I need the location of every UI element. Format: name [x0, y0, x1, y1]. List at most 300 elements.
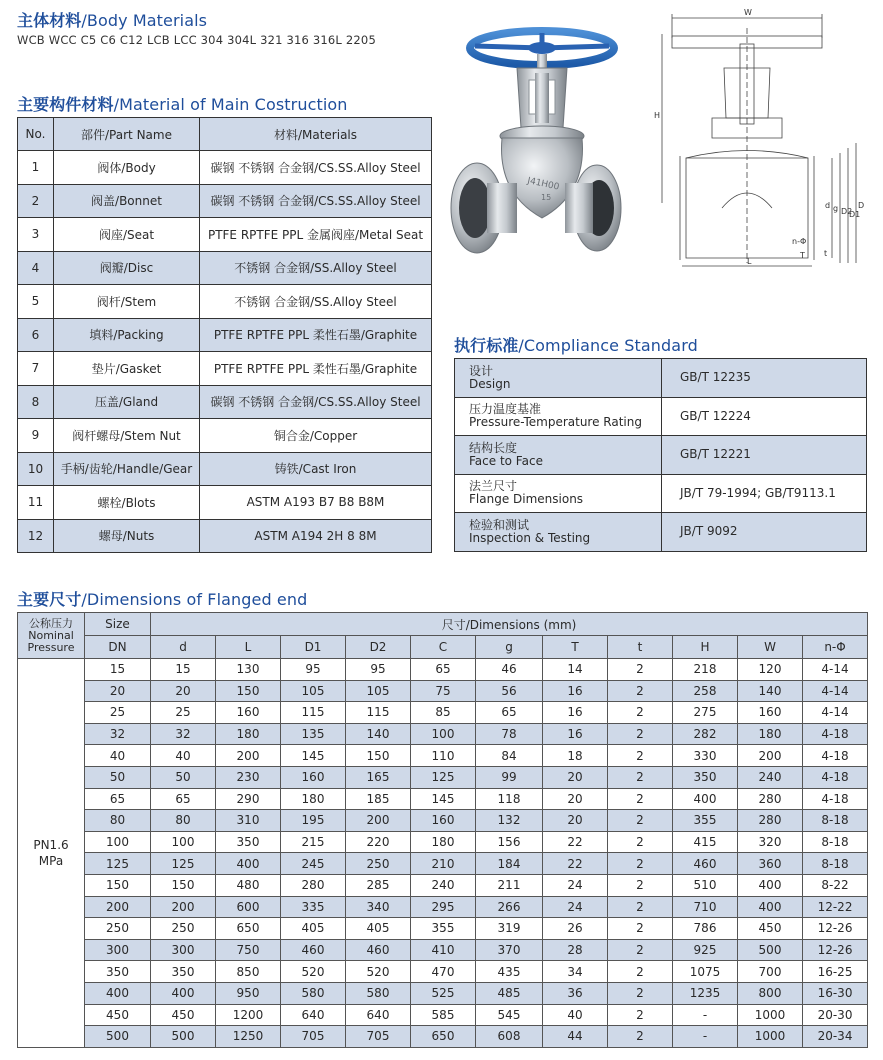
dim-cell-h: -: [673, 1026, 738, 1048]
dim-cell-t-lower: 2: [608, 853, 673, 875]
material-grades: WCB WCC C5 C6 C12 LCB LCC 304 304L 321 316 316L 2205: [17, 33, 376, 47]
table-row: [455, 513, 867, 552]
dim-cell-d1: 180: [281, 788, 346, 810]
dim-cell-d1: 520: [281, 961, 346, 983]
dim-cell-t-upper: 40: [543, 1004, 608, 1026]
part-name: 手柄/齿轮/Handle/Gear: [54, 452, 200, 486]
table-row: [18, 766, 868, 788]
dim-cell-t-upper: 24: [543, 874, 608, 896]
dim-cell-g: 156: [476, 831, 543, 853]
main-construction-title: [17, 92, 348, 115]
dim-cell-d2: 285: [346, 874, 411, 896]
dim-cell-h: 275: [673, 702, 738, 724]
part-name: 阀杆/Stem: [54, 285, 200, 319]
dim-cell-h: 258: [673, 680, 738, 702]
dim-cell-n-phi: 4-14: [803, 702, 868, 724]
dim-label-h: H: [654, 111, 661, 120]
table-row: [18, 939, 868, 961]
dim-cell-g: 370: [476, 939, 543, 961]
standard-label: [455, 474, 662, 513]
dim-cell-c: 65: [411, 659, 476, 681]
dim-cell-g: 65: [476, 702, 543, 724]
pressure-class-text: MPa: [38, 853, 64, 868]
dim-cell-dn: 450: [85, 1004, 151, 1026]
col-c: C: [411, 636, 476, 659]
standard-label-zh: 结构长度: [469, 440, 518, 455]
col-g: g: [476, 636, 543, 659]
dim-cell-g: 46: [476, 659, 543, 681]
part-name: 螺母/Nuts: [54, 519, 200, 553]
dim-cell-w: 120: [738, 659, 803, 681]
dim-cell-t-upper: 20: [543, 788, 608, 810]
dim-cell-t-lower: 2: [608, 982, 673, 1004]
dim-cell-n-phi: 4-18: [803, 745, 868, 767]
standard-label-en: Design: [469, 376, 511, 391]
dim-cell-n-phi: 4-14: [803, 659, 868, 681]
dim-cell-dn: 15: [85, 659, 151, 681]
standard-label-en: Inspection & Testing: [469, 530, 591, 545]
dim-cell-l: 1200: [216, 1004, 281, 1026]
table-row: [18, 419, 432, 453]
dim-cell-h: 1235: [673, 982, 738, 1004]
part-name: 螺栓/Blots: [54, 486, 200, 520]
dim-cell-d1: 460: [281, 939, 346, 961]
dim-cell-d1: 95: [281, 659, 346, 681]
dim-cell-dn: 40: [85, 745, 151, 767]
table-row: [18, 896, 868, 918]
standard-label-zh: 压力温度基准: [469, 402, 542, 417]
dim-cell-w: 1000: [738, 1026, 803, 1048]
dim-cell-dn: 65: [85, 788, 151, 810]
dim-cell-c: 180: [411, 831, 476, 853]
part-material: 碳钢 不锈钢 合金钢/CS.SS.Alloy Steel: [200, 151, 432, 185]
table-row: [18, 251, 432, 285]
col-d1: D1: [281, 636, 346, 659]
dim-cell-d: 50: [151, 766, 216, 788]
col-l: L: [216, 636, 281, 659]
dim-cell-dn: 400: [85, 982, 151, 1004]
col-dn: DN: [85, 636, 151, 659]
pressure-header-en-2: Pressure: [27, 640, 75, 654]
dim-cell-n-phi: 4-18: [803, 788, 868, 810]
dim-cell-w: 400: [738, 896, 803, 918]
row-no: 3: [18, 218, 54, 252]
table-row: [18, 680, 868, 702]
dim-cell-t-upper: 20: [543, 810, 608, 832]
size-header: Size: [85, 613, 151, 636]
dim-cell-d1: 705: [281, 1026, 346, 1048]
dimensions-mm-header: 尺寸/Dimensions (mm): [151, 613, 868, 636]
table-row: [18, 874, 868, 896]
dim-cell-n-phi: 12-26: [803, 939, 868, 961]
dim-label-w: W: [744, 8, 752, 17]
table-row: [455, 474, 867, 513]
table-row: [18, 285, 432, 319]
dim-cell-g: 608: [476, 1026, 543, 1048]
row-no: 4: [18, 251, 54, 285]
dim-cell-c: 410: [411, 939, 476, 961]
dim-cell-d: 400: [151, 982, 216, 1004]
dimensions-header-row-1: [18, 613, 868, 636]
header-part-name: 部件/Part Name: [54, 118, 200, 151]
dim-cell-c: 470: [411, 961, 476, 983]
part-material: 碳钢 不锈钢 合金钢/CS.SS.Alloy Steel: [200, 385, 432, 419]
dim-cell-t-lower: 2: [608, 918, 673, 940]
dim-cell-t-upper: 22: [543, 853, 608, 875]
table-row: [18, 1026, 868, 1048]
dim-cell-w: 280: [738, 810, 803, 832]
table-row: [18, 151, 432, 185]
dim-cell-t-lower: 2: [608, 896, 673, 918]
part-material: 碳钢 不锈钢 合金钢/CS.SS.Alloy Steel: [200, 184, 432, 218]
dim-cell-g: 211: [476, 874, 543, 896]
dim-cell-d: 65: [151, 788, 216, 810]
standard-label: [455, 513, 662, 552]
dim-cell-l: 1250: [216, 1026, 281, 1048]
dim-cell-t-upper: 20: [543, 766, 608, 788]
dim-cell-t-upper: 26: [543, 918, 608, 940]
pressure-class-text: PN1.6: [33, 837, 69, 852]
dim-cell-d: 125: [151, 853, 216, 875]
table-row: [18, 853, 868, 875]
dim-cell-t-upper: 44: [543, 1026, 608, 1048]
col-h: H: [673, 636, 738, 659]
header-no: No.: [18, 118, 54, 151]
dim-cell-h: 350: [673, 766, 738, 788]
dim-cell-n-phi: 8-18: [803, 810, 868, 832]
dim-cell-g: 266: [476, 896, 543, 918]
dim-cell-dn: 350: [85, 961, 151, 983]
dim-cell-w: 400: [738, 874, 803, 896]
dim-cell-d: 500: [151, 1026, 216, 1048]
part-name: 垫片/Gasket: [54, 352, 200, 386]
dim-cell-d: 200: [151, 896, 216, 918]
table-row: [18, 352, 432, 386]
dim-cell-d2: 340: [346, 896, 411, 918]
dim-cell-dn: 200: [85, 896, 151, 918]
dim-cell-t-upper: 14: [543, 659, 608, 681]
table-row: [455, 359, 867, 398]
dim-cell-t-upper: 28: [543, 939, 608, 961]
material-table: [17, 117, 432, 553]
dim-cell-c: 650: [411, 1026, 476, 1048]
part-name: 阀杆螺母/Stem Nut: [54, 419, 200, 453]
dim-cell-d2: 140: [346, 723, 411, 745]
dim-cell-t-lower: 2: [608, 874, 673, 896]
dim-cell-d2: 150: [346, 745, 411, 767]
dim-cell-c: 355: [411, 918, 476, 940]
header-materials: 材料/Materials: [200, 118, 432, 151]
dim-cell-d1: 135: [281, 723, 346, 745]
dim-cell-w: 1000: [738, 1004, 803, 1026]
dim-cell-d: 250: [151, 918, 216, 940]
pressure-header-zh: 公称压力: [29, 616, 73, 630]
dim-cell-d1: 640: [281, 1004, 346, 1026]
dim-cell-w: 280: [738, 788, 803, 810]
part-material: PTFE RPTFE PPL 柔性石墨/Graphite: [200, 318, 432, 352]
dim-cell-dn: 150: [85, 874, 151, 896]
dim-label-d-outer: D: [858, 201, 865, 210]
table-row: [18, 452, 432, 486]
dim-cell-d1: 105: [281, 680, 346, 702]
table-row: [18, 745, 868, 767]
col-t-lower: t: [608, 636, 673, 659]
dim-cell-w: 450: [738, 918, 803, 940]
dim-cell-d1: 405: [281, 918, 346, 940]
dim-cell-t-lower: 2: [608, 766, 673, 788]
dim-cell-d: 100: [151, 831, 216, 853]
nominal-pressure-header: [18, 613, 85, 659]
dim-label-l: L: [747, 257, 752, 266]
dim-cell-d: 25: [151, 702, 216, 724]
dim-label-g: g: [833, 204, 839, 213]
dim-cell-c: 585: [411, 1004, 476, 1026]
dim-cell-t-upper: 34: [543, 961, 608, 983]
dim-cell-l: 160: [216, 702, 281, 724]
dim-cell-d2: 580: [346, 982, 411, 1004]
dim-cell-w: 320: [738, 831, 803, 853]
standard-label-en: Pressure-Temperature Rating: [469, 415, 642, 430]
part-name: 阀座/Seat: [54, 218, 200, 252]
row-no: 6: [18, 318, 54, 352]
compliance-title-zh: 执行标准: [454, 336, 519, 355]
dim-cell-d2: 705: [346, 1026, 411, 1048]
table-row: [18, 486, 432, 520]
dim-cell-d1: 245: [281, 853, 346, 875]
dim-label-t-upper: T: [800, 251, 805, 260]
dim-cell-w: 200: [738, 745, 803, 767]
dim-cell-n-phi: 12-22: [803, 896, 868, 918]
standard-value: JB/T 79-1994; GB/T9113.1: [662, 474, 867, 513]
dim-cell-h: 218: [673, 659, 738, 681]
dim-cell-w: 180: [738, 723, 803, 745]
standard-label-en: Flange Dimensions: [469, 492, 584, 507]
valve-body-text: J41H00: [526, 176, 561, 193]
table-row: [18, 918, 868, 940]
dim-cell-d2: 220: [346, 831, 411, 853]
dim-cell-d2: 95: [346, 659, 411, 681]
dim-cell-n-phi: 8-22: [803, 874, 868, 896]
table-row: [18, 318, 432, 352]
table-row: [455, 436, 867, 475]
standard-value: GB/T 12235: [662, 359, 867, 398]
col-d: d: [151, 636, 216, 659]
part-name: 阀瓣/Disc: [54, 251, 200, 285]
dim-cell-c: 240: [411, 874, 476, 896]
pressure-class-cell: [18, 659, 85, 1048]
dim-cell-w: 700: [738, 961, 803, 983]
dim-cell-h: 460: [673, 853, 738, 875]
dim-cell-d2: 250: [346, 853, 411, 875]
main-construction-title-en: /Material of Main Costruction: [113, 95, 348, 114]
dimensions-title-en: /Dimensions of Flanged end: [81, 590, 308, 609]
dim-cell-d1: 580: [281, 982, 346, 1004]
part-name: 阀体/Body: [54, 151, 200, 185]
dim-cell-n-phi: 8-18: [803, 831, 868, 853]
dim-cell-dn: 250: [85, 918, 151, 940]
dim-cell-h: 510: [673, 874, 738, 896]
dim-cell-d2: 520: [346, 961, 411, 983]
dim-cell-n-phi: 16-25: [803, 961, 868, 983]
dim-cell-g: 545: [476, 1004, 543, 1026]
dim-cell-t-lower: 2: [608, 680, 673, 702]
dim-cell-w: 240: [738, 766, 803, 788]
dim-cell-t-lower: 2: [608, 810, 673, 832]
dim-label-d2: D2: [841, 207, 853, 216]
dim-cell-t-lower: 2: [608, 939, 673, 961]
dim-cell-l: 350: [216, 831, 281, 853]
dim-cell-g: 485: [476, 982, 543, 1004]
dim-cell-w: 360: [738, 853, 803, 875]
dim-cell-h: 786: [673, 918, 738, 940]
dim-cell-g: 78: [476, 723, 543, 745]
row-no: 1: [18, 151, 54, 185]
table-row: [18, 831, 868, 853]
dim-cell-dn: 20: [85, 680, 151, 702]
dim-label-n-phi: n-Φ: [792, 237, 807, 246]
table-row: [18, 702, 868, 724]
dim-cell-l: 850: [216, 961, 281, 983]
dim-cell-dn: 50: [85, 766, 151, 788]
dim-cell-g: 319: [476, 918, 543, 940]
dimensions-title-zh: 主要尺寸: [17, 590, 82, 609]
part-material: ASTM A193 B7 B8 B8M: [200, 486, 432, 520]
dim-cell-d1: 195: [281, 810, 346, 832]
dim-cell-d2: 185: [346, 788, 411, 810]
compliance-table: [454, 358, 867, 552]
dim-cell-d1: 335: [281, 896, 346, 918]
table-row: [18, 218, 432, 252]
table-row: [18, 788, 868, 810]
dim-cell-t-upper: 16: [543, 680, 608, 702]
dim-cell-c: 160: [411, 810, 476, 832]
dim-cell-l: 200: [216, 745, 281, 767]
valve-section-drawing: [652, 8, 872, 270]
row-no: 7: [18, 352, 54, 386]
part-material: ASTM A194 2H 8 8M: [200, 519, 432, 553]
part-name: 填料/Packing: [54, 318, 200, 352]
table-row: [18, 1004, 868, 1026]
part-material: 不锈钢 合金钢/SS.Alloy Steel: [200, 251, 432, 285]
dim-cell-d: 20: [151, 680, 216, 702]
dim-cell-t-upper: 16: [543, 702, 608, 724]
dim-cell-dn: 300: [85, 939, 151, 961]
part-material: PTFE RPTFE PPL 金属阀座/Metal Seat: [200, 218, 432, 252]
dim-cell-h: 355: [673, 810, 738, 832]
dim-cell-n-phi: 4-14: [803, 680, 868, 702]
dim-cell-d: 15: [151, 659, 216, 681]
dim-cell-h: 282: [673, 723, 738, 745]
dim-cell-l: 600: [216, 896, 281, 918]
dim-cell-h: 710: [673, 896, 738, 918]
dim-cell-g: 184: [476, 853, 543, 875]
standard-label: [455, 436, 662, 475]
dim-cell-h: 415: [673, 831, 738, 853]
dim-cell-dn: 125: [85, 853, 151, 875]
dim-cell-g: 84: [476, 745, 543, 767]
dim-cell-dn: 100: [85, 831, 151, 853]
standard-label-zh: 法兰尺寸: [469, 479, 518, 494]
row-no: 11: [18, 486, 54, 520]
dimensions-header-row-2: [18, 636, 868, 659]
dim-label-d: d: [825, 201, 831, 210]
table-row: [18, 961, 868, 983]
part-material: 不锈钢 合金钢/SS.Alloy Steel: [200, 285, 432, 319]
body-materials-title-zh: 主体材料: [17, 11, 82, 30]
dim-cell-t-upper: 36: [543, 982, 608, 1004]
dim-cell-l: 130: [216, 659, 281, 681]
table-row: [18, 519, 432, 553]
dim-cell-dn: 32: [85, 723, 151, 745]
dim-cell-d2: 460: [346, 939, 411, 961]
dim-cell-d1: 145: [281, 745, 346, 767]
table-row: [455, 397, 867, 436]
dim-cell-l: 480: [216, 874, 281, 896]
main-construction-title-zh: 主要构件材料: [17, 95, 114, 114]
compliance-title-en: /Compliance Standard: [518, 336, 698, 355]
dim-cell-l: 150: [216, 680, 281, 702]
dim-cell-t-upper: 18: [543, 745, 608, 767]
standard-label: [455, 359, 662, 398]
dim-cell-d2: 165: [346, 766, 411, 788]
dim-cell-d2: 640: [346, 1004, 411, 1026]
dim-cell-t-lower: 2: [608, 961, 673, 983]
dim-cell-d: 32: [151, 723, 216, 745]
dim-cell-d1: 115: [281, 702, 346, 724]
dim-cell-c: 85: [411, 702, 476, 724]
dim-cell-h: 925: [673, 939, 738, 961]
dim-cell-h: 330: [673, 745, 738, 767]
body-materials-title: [17, 8, 207, 31]
table-row: [18, 184, 432, 218]
dim-cell-l: 400: [216, 853, 281, 875]
globe-valve-photo: [447, 18, 630, 263]
dim-cell-c: 525: [411, 982, 476, 1004]
dim-cell-t-lower: 2: [608, 1004, 673, 1026]
dim-cell-d: 300: [151, 939, 216, 961]
dim-cell-t-upper: 24: [543, 896, 608, 918]
dim-cell-w: 800: [738, 982, 803, 1004]
dimensions-table: [17, 612, 868, 1048]
dim-cell-t-upper: 22: [543, 831, 608, 853]
dim-cell-t-lower: 2: [608, 723, 673, 745]
valve-size-text: 15: [541, 193, 552, 202]
part-name: 压盖/Gland: [54, 385, 200, 419]
col-t-upper: T: [543, 636, 608, 659]
dim-cell-c: 295: [411, 896, 476, 918]
dim-cell-d1: 160: [281, 766, 346, 788]
dim-cell-n-phi: 8-18: [803, 853, 868, 875]
dim-cell-t-lower: 2: [608, 659, 673, 681]
dim-cell-h: 1075: [673, 961, 738, 983]
dim-cell-c: 125: [411, 766, 476, 788]
dim-cell-w: 140: [738, 680, 803, 702]
pressure-header-en-1: Nominal: [28, 628, 74, 642]
dim-cell-h: 400: [673, 788, 738, 810]
dimensions-title: [17, 587, 307, 610]
dim-label-t-lower: t: [824, 249, 828, 258]
part-material: 铸铁/Cast Iron: [200, 452, 432, 486]
standard-label: [455, 397, 662, 436]
dim-cell-w: 500: [738, 939, 803, 961]
col-n-phi: n-Φ: [803, 636, 868, 659]
dim-cell-n-phi: 12-26: [803, 918, 868, 940]
table-row: [18, 982, 868, 1004]
dim-cell-w: 160: [738, 702, 803, 724]
dim-cell-c: 145: [411, 788, 476, 810]
dim-cell-d: 40: [151, 745, 216, 767]
dim-cell-l: 180: [216, 723, 281, 745]
